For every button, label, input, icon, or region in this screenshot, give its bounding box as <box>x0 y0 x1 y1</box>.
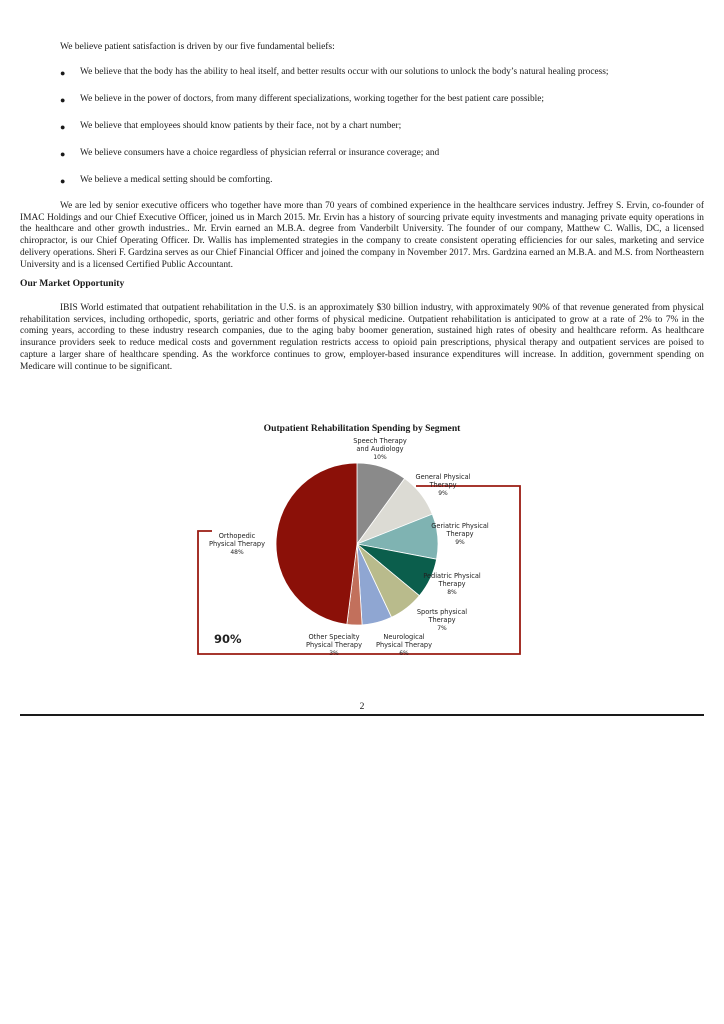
slice-percent-label: 8% <box>447 589 457 596</box>
bullet-icon: ● <box>60 176 66 186</box>
pie-slice <box>276 463 357 624</box>
slice-percent-label: 10% <box>373 454 387 461</box>
slice-label: General Physical <box>415 473 471 481</box>
belief-item: ● We believe that employees should know patients by their face, not by a chart number; <box>60 121 402 132</box>
pie-chart <box>190 437 530 659</box>
slice-label: Geriatric Physical <box>431 522 489 530</box>
leadership-paragraph: We are led by senior executive officers who together have more than 70 years of combined experience in the healthcare services industry. Jeffrey S. Ervin, co-founder of IMAC Holdings and our Chief Executive Officer, joined us in March 2015. Mr. Ervin has a history of sourcing private equity investments and managing private equity operations in the healthcare and other growth industries.. Mr. Ervin earned an M.B.A. degree from Vanderbilt University. The founder of our company, Matthew C. Wallis, DC, a licensed chiropractor, is our Chief Operating Officer. Dr. Wallis has implemented strategies in the company to create consistent operating efficiencies for our sales, marketing and service delivery operations. Sheri F. Gardzina serves as our Chief Financial Officer and joined the company in November 2017. Mrs. Gardzina earned an M.B.A. and M.S. from Northeastern University and is a licensed Certified Public Accountant. <box>20 201 704 270</box>
slice-percent-label: 9% <box>455 539 465 546</box>
bullet-icon: ● <box>60 149 66 159</box>
slice-label: Pediatric Physical <box>423 572 481 580</box>
section-heading: Our Market Opportunity <box>20 278 125 289</box>
page-number: 2 <box>359 701 365 712</box>
belief-item: ● We believe that the body has the ability to heal itself, and better results occur with our solutions to unlock the body’s natural healing process; <box>60 67 609 78</box>
slice-label: Physical Therapy <box>375 641 433 649</box>
slice-label: Other Specialty <box>308 633 360 641</box>
chart-title: Outpatient Rehabilitation Spending by Segment <box>263 423 461 434</box>
slice-percent-label: 7% <box>437 625 447 632</box>
belief-item: ● We believe in the power of doctors, from many different specializations, working together for the best patient care possible; <box>60 94 545 105</box>
bullet-icon: ● <box>60 122 66 132</box>
slice-label: Physical Therapy <box>208 540 266 548</box>
slice-label: Orthopedic <box>218 532 256 540</box>
slice-label: Speech Therapy <box>353 437 407 445</box>
slice-percent-label: 9% <box>438 490 448 497</box>
bracket-percent-label: 90% <box>214 632 242 646</box>
belief-item: ● We believe a medical setting should be comforting. <box>60 175 273 186</box>
footer-rule <box>20 714 704 716</box>
bullet-icon: ● <box>60 68 66 78</box>
beliefs-list <box>60 66 710 201</box>
slice-label: Therapy <box>429 481 457 489</box>
bullet-icon: ● <box>60 95 66 105</box>
slice-label: Sports physical <box>416 608 468 616</box>
intro-sentence: We believe patient satisfaction is driven by our five fundamental beliefs: <box>60 41 335 52</box>
slice-percent-label: 48% <box>230 549 244 556</box>
slice-label: Neurological <box>383 633 425 641</box>
belief-item: ● We believe consumers have a choice regardless of physician referral or insurance coverage; and <box>60 148 440 159</box>
slice-label: and Audiology <box>356 445 404 453</box>
slice-percent-label: 3% <box>329 650 339 657</box>
slice-label: Physical Therapy <box>305 641 363 649</box>
slice-label: Therapy <box>446 530 474 538</box>
slice-label: Therapy <box>438 580 466 588</box>
slice-percent-label: 6% <box>399 650 409 657</box>
market-paragraph: IBIS World estimated that outpatient rehabilitation in the U.S. is an approximately $30 billion industry, with approximately 90% of that revenue generated from physical rehabilitation services, including orthopedic, sports, geriatric and other forms of physical medicine. Outpatient rehabilitation is anticipated to grow at a rate of 2% to 7% in the coming years, according to these industry research companies, due to the aging baby boomer generation, sustained high rates of obesity and healthcare reform. As healthcare insurance providers seek to reduce medical costs and government regulation restricts access to opioid pain prescriptions, physical therapy and outpatient services are poised to capture a larger share of healthcare spending. As the workforce continues to grow, employer-based insurance expenditures will increase. In addition, government spending on Medicare will continue to be significant. <box>20 303 704 372</box>
slice-label: Therapy <box>428 616 456 624</box>
